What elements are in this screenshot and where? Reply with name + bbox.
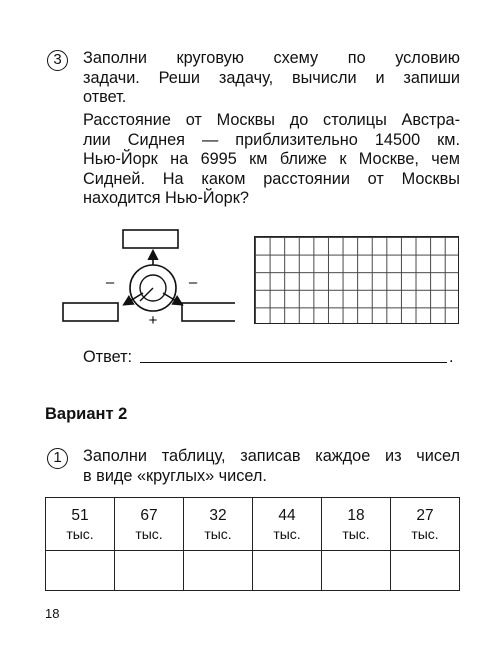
cell-unit: тыс. [66,525,94,542]
cell-value: 67 [140,506,158,524]
scheme-box-left[interactable] [63,303,118,321]
answer-line[interactable] [140,362,447,363]
sign-left: – [105,274,115,291]
cell-unit: тыс. [411,525,439,542]
answer-cell[interactable] [391,551,460,591]
task-3-problem [83,111,460,209]
table-cell [115,498,184,551]
cell-unit: тыс. [273,525,301,542]
cell-value: 51 [71,506,89,524]
table-cell [391,498,460,551]
variant-title: Вариант 2 [45,405,128,423]
answer-end: . [449,348,454,366]
table-cell [184,498,253,551]
problem-line: Нью-Йорк на 6995 км ближе к Москве, чем [83,150,460,168]
cell-value: 44 [278,506,296,524]
instruction-line: задачи. Реши задачу, вычисли и запиши [83,68,460,87]
problem-line: лии Сиднея — приблизительно 14500 км. [83,130,460,149]
cell-value: 27 [416,506,434,524]
problem-line: Сидней. На каком расстоянии от Москвы [83,169,460,188]
task-1-instruction [83,447,460,486]
calculation-grid[interactable] [254,236,459,324]
answer-cell[interactable] [253,551,322,591]
instruction-line: в виде «круглых» чисел. [83,466,267,485]
problem-line: находится Нью-Йорк? [83,189,249,207]
problem-line: Расстояние от Москвы до столицы Австра- [83,111,460,129]
table-cell [322,498,391,551]
task-3-number: 3 [47,50,68,71]
table-row [46,498,460,551]
table-cell [46,498,115,551]
sign-right: – [188,274,198,291]
cell-unit: тыс. [204,525,232,542]
arrow-left [125,293,143,304]
arrow-right [163,293,181,304]
answer-cell[interactable] [184,551,253,591]
table-row [46,551,460,591]
cell-unit: тыс. [342,525,370,542]
instruction-line: ответ. [83,88,127,106]
task-1-number: 1 [47,448,68,469]
table-cell [253,498,322,551]
task-3-instruction [83,49,460,108]
scheme-box-top[interactable] [123,230,178,248]
instruction-line: Заполни круговую схему по условию [83,49,460,67]
answer-label: Ответ: [83,348,133,366]
answer-cell[interactable] [115,551,184,591]
sign-bottom: + [148,312,158,329]
cell-value: 18 [347,506,365,524]
cell-value: 32 [209,506,227,524]
instruction-line: Заполни таблицу, записав каждое из чисел [83,447,460,465]
answer-cell[interactable] [322,551,391,591]
answer-cell[interactable] [46,551,115,591]
rounding-table [45,497,460,591]
scheme-box-right[interactable] [182,303,235,321]
circular-scheme [55,225,235,335]
cell-unit: тыс. [135,525,163,542]
page-number: 18 [45,606,60,621]
